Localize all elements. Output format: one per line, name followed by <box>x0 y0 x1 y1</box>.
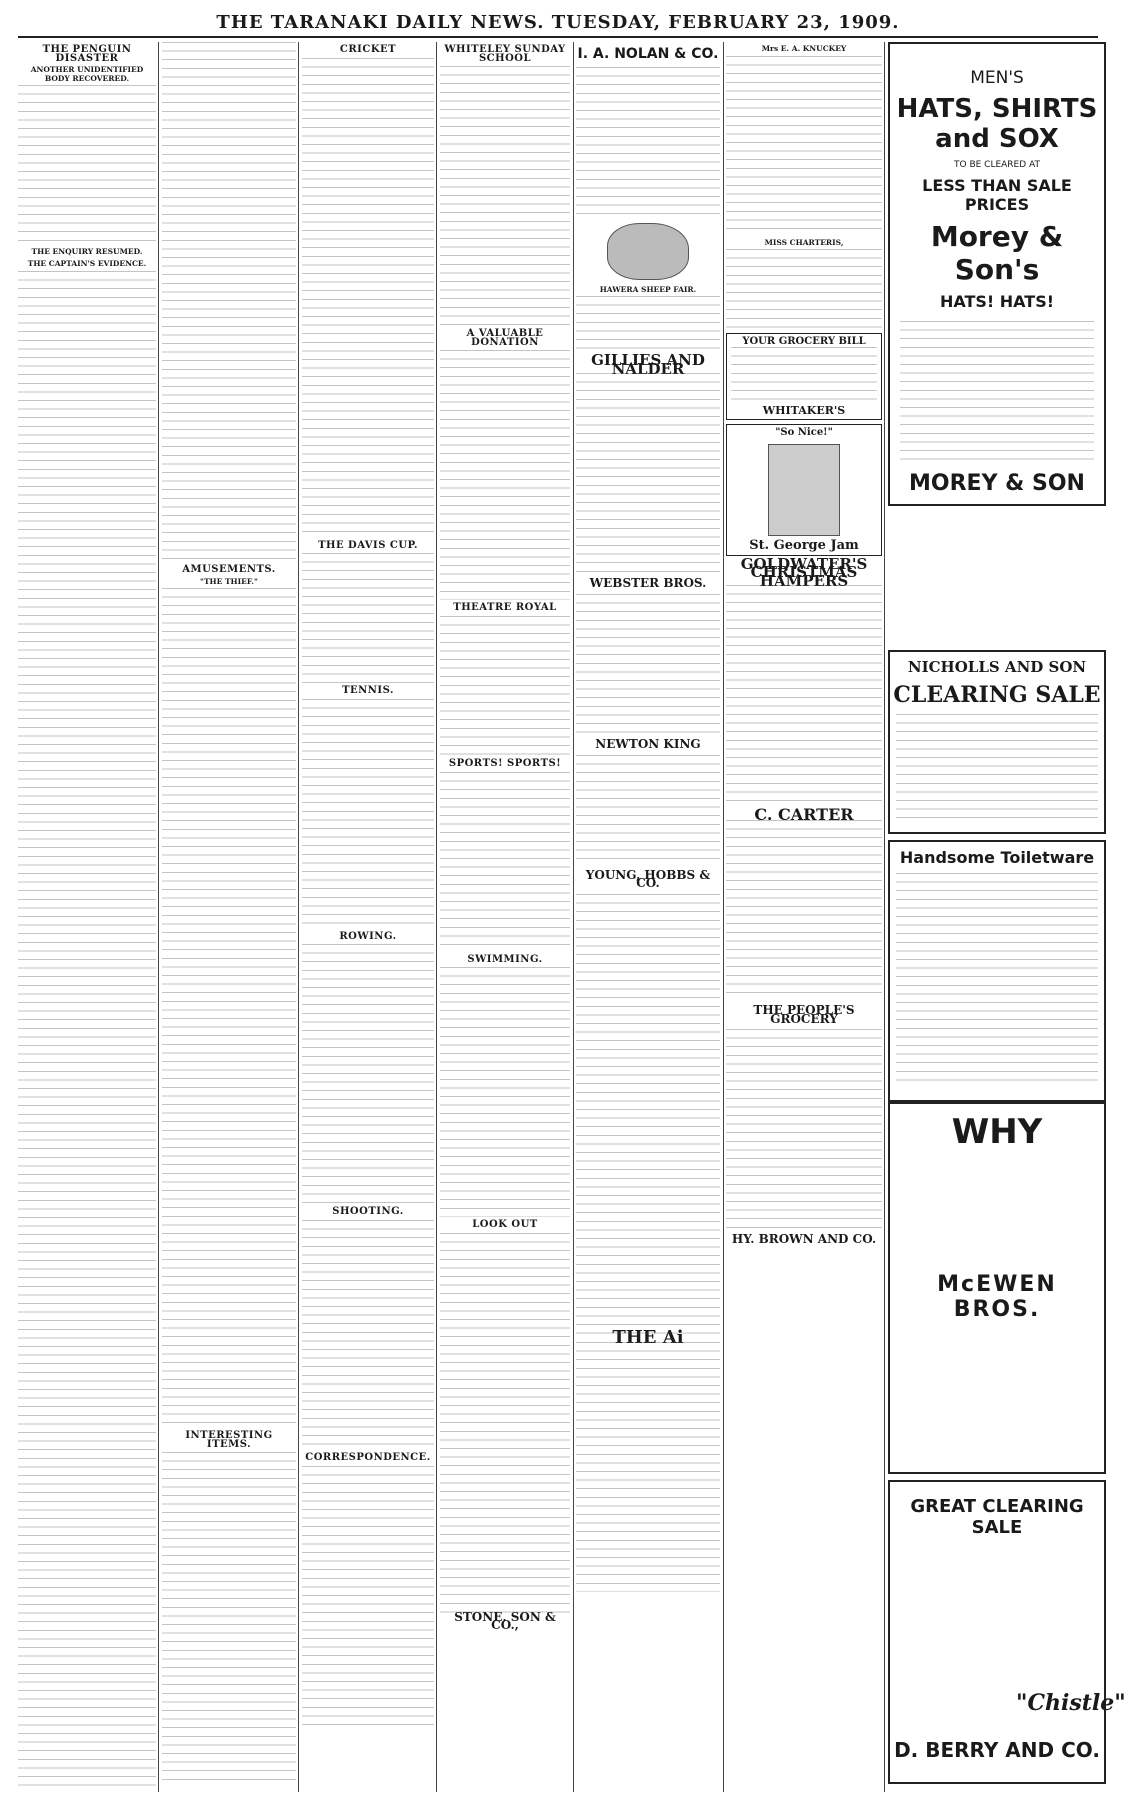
ad-newton: NEWTON KING <box>595 736 701 751</box>
ad-headline: THEATRE ROYAL <box>453 602 557 614</box>
article-headline: THE DAVIS CUP. <box>318 539 418 551</box>
article-subhead: THE CAPTAIN'S EVIDENCE. <box>27 258 147 268</box>
column-rule <box>573 42 574 1792</box>
masthead: THE TARANAKI DAILY NEWS. TUESDAY, FEBRUARY 23, 1909. <box>18 10 1098 38</box>
article-headline: A VALUABLE DONATION <box>466 328 544 348</box>
column-rule <box>158 42 159 1792</box>
ad-grocery-title: YOUR GROCERY BILL <box>742 336 866 348</box>
article-headline: ROWING. <box>339 930 397 942</box>
ad-jam <box>726 424 882 555</box>
ad-body <box>576 296 720 356</box>
article-body <box>440 967 570 1217</box>
column-1 <box>18 42 156 1792</box>
article-headline: THE PENGUIN DISASTER <box>42 44 132 64</box>
ad-young: YOUNG, HOBBS & CO. <box>585 867 711 891</box>
column-3 <box>302 42 434 1792</box>
ad-toilet <box>888 840 1106 1104</box>
ad-caption: HAWERA SHEEP FAIR. <box>599 284 697 294</box>
sheep-illustration <box>607 223 689 280</box>
ad-nicholls-line: NICHOLLS AND SON <box>907 658 1087 676</box>
ad-berry-line: D. BERRY AND CO. <box>894 1738 1100 1762</box>
ad-morey-line: HATS, SHIRTS and SOX <box>896 94 1098 154</box>
ad-webster: WEBSTER BROS. <box>589 576 707 591</box>
ad-morey-line: MOREY & SON <box>909 471 1085 496</box>
ad-nicholls <box>888 650 1106 834</box>
ad-theai: THE Ai <box>612 1326 684 1348</box>
ad-body <box>900 321 1094 461</box>
ad-morey-line: LESS THAN SALE PRICES <box>922 176 1072 214</box>
ad-body <box>576 894 720 1334</box>
ad-stones: STONE, SON & CO., <box>454 1609 556 1633</box>
article-headline: AMUSEMENTS. <box>182 564 276 575</box>
ad-peoples: THE PEOPLE'S GROCERY <box>753 1002 855 1026</box>
article-body <box>162 42 296 562</box>
article-body <box>162 1452 296 1782</box>
ad-body <box>576 67 720 217</box>
ad-body <box>440 616 570 756</box>
column-rule <box>436 42 437 1792</box>
article-body <box>18 271 156 1791</box>
article-body <box>302 58 434 538</box>
ad-grocery <box>726 333 882 420</box>
ad-mcewen <box>888 1100 1106 1474</box>
ad-morey <box>888 42 1106 506</box>
ad-chistle: "Chistle" <box>1016 1690 1126 1716</box>
ad-brown: HY. BROWN AND CO. <box>731 1232 877 1247</box>
column-rule <box>884 42 885 1792</box>
article-body <box>18 85 156 245</box>
ad-body <box>726 56 882 236</box>
ad-body <box>440 772 570 952</box>
article-body <box>302 553 434 683</box>
article-subhead: ANOTHER UNIDENTIFIED BODY RECOVERED. <box>30 65 144 83</box>
column-4 <box>440 42 570 1792</box>
ad-body <box>896 714 1098 824</box>
ad-body <box>731 347 877 407</box>
ad-jam-title: "So Nice!" <box>775 427 833 439</box>
ad-xmas: GOLDWATER'S CHRISTMAS HAMPERS <box>740 554 868 590</box>
ad-nolan: I. A. NOLAN & CO. <box>577 46 719 62</box>
article-headline: CORRESPONDENCE. <box>305 1451 431 1463</box>
article-body <box>302 1220 434 1450</box>
article-body <box>302 1466 434 1726</box>
article-body <box>440 66 570 326</box>
ad-body <box>726 1029 882 1229</box>
column-5 <box>576 42 720 1792</box>
ad-body <box>726 585 882 805</box>
article-headline: WHITELEY SUNDAY SCHOOL <box>444 44 566 64</box>
article-headline: SWIMMING. <box>467 953 543 965</box>
ad-mcewen-line: McEWEN BROS. <box>937 1272 1057 1322</box>
ad-body <box>440 1233 570 1613</box>
ad-morey-line: TO BE CLEARED AT <box>954 160 1040 170</box>
ad-whitaker: WHITAKER'S <box>762 403 846 417</box>
ad-gillies: GILLIES AND NALDER <box>591 351 705 378</box>
ad-morey-line: Morey & Son's <box>930 220 1064 286</box>
ad-body <box>896 873 1098 1083</box>
column-rule <box>298 42 299 1792</box>
column-6 <box>726 42 882 1792</box>
ad-charteris: MISS CHARTERIS, <box>764 237 844 247</box>
article-subhead: "THE THIEF." <box>200 576 258 586</box>
ad-headline: LOOK OUT <box>472 1219 538 1231</box>
ad-morey-line: MEN'S <box>970 68 1024 88</box>
article-body <box>302 944 434 1204</box>
ad-headline: SPORTS! SPORTS! <box>448 757 562 769</box>
ad-jam-name: St. George Jam <box>749 537 859 553</box>
column-rule <box>723 42 724 1792</box>
article-subhead: THE ENQUIRY RESUMED. <box>31 247 143 257</box>
ad-body <box>726 820 882 1000</box>
ad-carter: C. CARTER <box>754 805 854 825</box>
ad-nicholls-line: CLEARING SALE <box>893 682 1101 708</box>
ad-morey-line: HATS! HATS! <box>939 292 1055 311</box>
ad-mcewen-line: WHY <box>951 1112 1043 1152</box>
article-headline: CRICKET <box>339 44 397 55</box>
ad-berry-line: GREAT CLEARING SALE <box>910 1496 1084 1538</box>
article-body <box>302 699 434 929</box>
ad-body <box>576 755 720 865</box>
article-headline: SHOOTING. <box>332 1206 404 1218</box>
ad-body <box>576 373 720 573</box>
article-headline: INTERESTING ITEMS. <box>185 1430 273 1450</box>
ad-body <box>726 249 882 329</box>
article-headline: TENNIS. <box>342 685 394 697</box>
ad-knuckey: Mrs E. A. KNUCKEY <box>761 44 847 53</box>
child-illustration <box>768 444 840 536</box>
ad-body <box>576 594 720 734</box>
article-body <box>440 350 570 600</box>
ad-body <box>576 1342 720 1592</box>
article-body <box>162 588 296 1428</box>
column-2 <box>162 42 296 1792</box>
ad-toilet-title: Handsome Toiletware <box>899 848 1095 867</box>
